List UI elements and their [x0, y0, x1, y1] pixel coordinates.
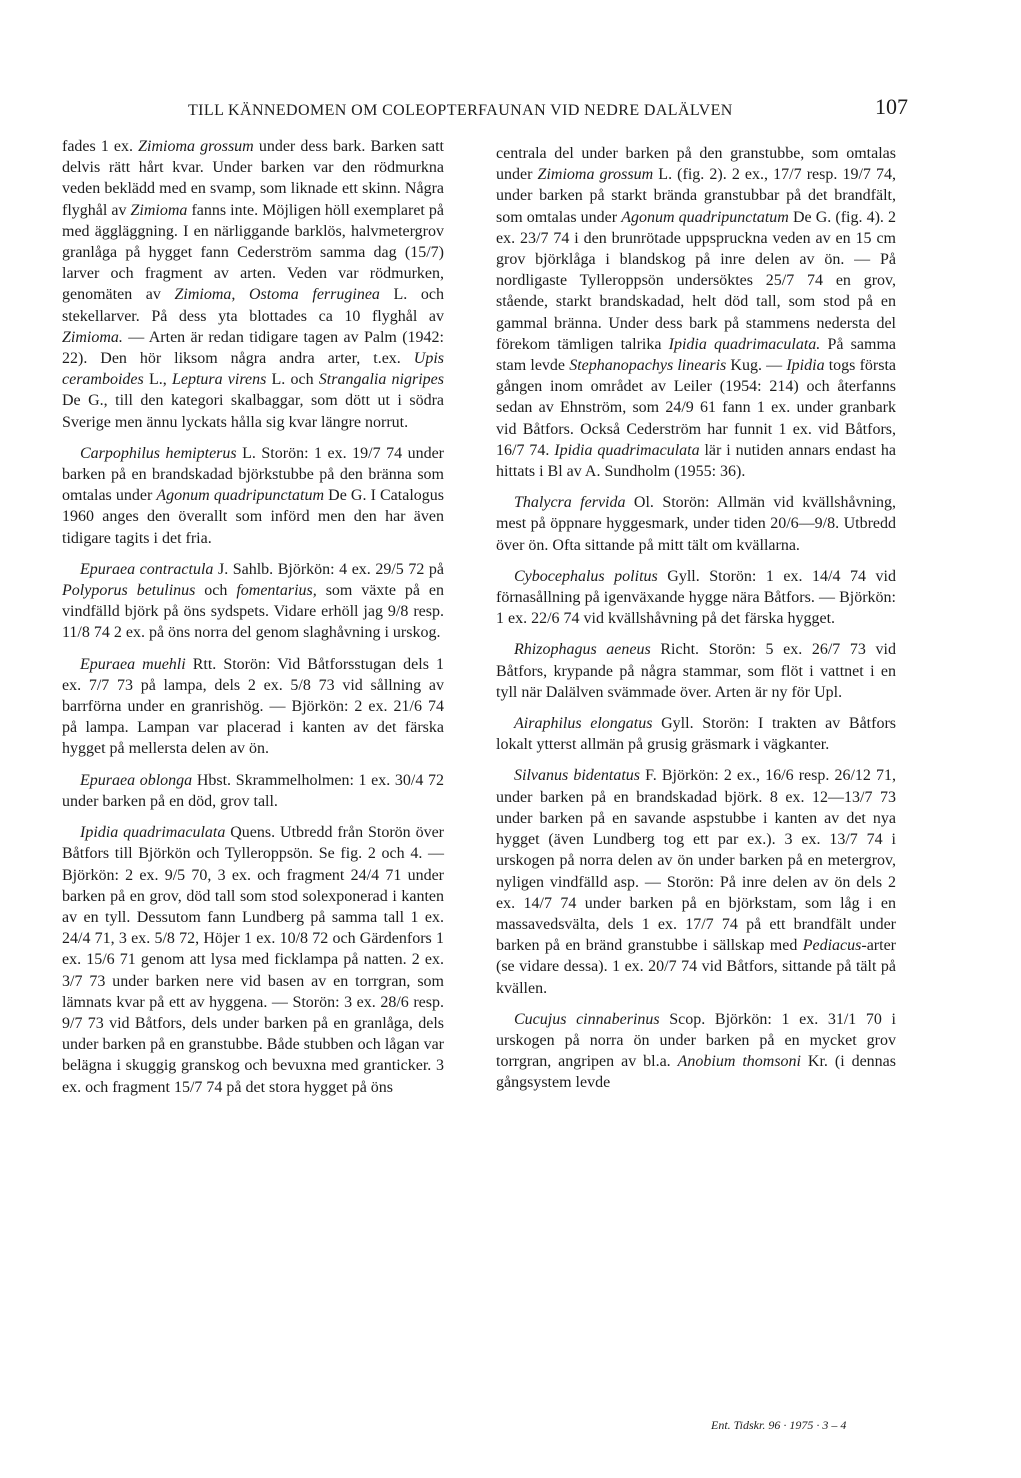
- text-run: De G. (fig. 4). 2 ex. 23/7 74 i den brunrötade uppspruckna veden av en 15 cm grov björklåga i blandskog på inre delen av ön. — På nordligaste Tylleroppsön undersöktes 25/7 74 en grov, stående, starkt brandskadad, helt död tall, som stod på en gammal bränna. Under dess bark på stammens nedersta del förekom tämligen talrika: [496, 208, 897, 353]
- species-name: Carpophilus hemipterus: [80, 444, 237, 462]
- species-name: Upis ceramboides: [62, 350, 444, 389]
- paragraph: [496, 492, 896, 556]
- species-name: Ipidia: [786, 357, 825, 375]
- paragraph: [496, 143, 896, 482]
- text-run: -arter (se vidare dessa). 1 ex. 20/7 74 vid Båtfors, sittande på tält på kvällen.: [496, 937, 896, 997]
- journal-footer: Ent. Tidskr. 96 · 1975 · 3 – 4: [711, 1418, 847, 1432]
- species-name: Stephanopachys linearis: [569, 357, 727, 375]
- text-run: Kug. —: [726, 357, 787, 375]
- species-name: Ipidia quadrimaculata: [554, 441, 700, 459]
- species-name: Ipidia quadrimaculata: [80, 824, 226, 842]
- paragraph: [496, 765, 896, 998]
- paragraph: [496, 639, 896, 703]
- species-name: Cybocephalus politus: [514, 567, 658, 585]
- paragraph: [496, 713, 896, 755]
- paragraph: [62, 770, 444, 812]
- paragraph: [62, 559, 444, 644]
- text-run: De G., till den kategori skalbaggar, som dött ut i södra Sverige men ännu lyckats hålla sig kvar längre norrut.: [62, 392, 444, 431]
- paragraph: [62, 443, 444, 549]
- species-name: Zimioma.: [62, 328, 123, 346]
- species-name: Cucujus cinnaberinus: [514, 1010, 660, 1028]
- species-name: Zimioma grossum: [138, 138, 254, 155]
- text-run: På samma stam levde: [496, 335, 896, 375]
- page-number: 107: [875, 94, 908, 119]
- running-title: TILL KÄNNEDOMEN OM COLEOPTERFAUNAN VID NEDRE DALÄLVEN: [188, 102, 733, 119]
- paragraph: [62, 654, 444, 760]
- text-run: togs första gången inom området av Leiler (1954: 214) och återfanns sedan av Ehnström, som 24/9 61 fann 1 ex. under granbark vid Båtfors. Också Cederström har funnit 1 ex. vid Båtfors, 16/7 74.: [496, 357, 897, 459]
- right-column: [496, 143, 896, 1104]
- species-name: Zimioma grossum: [537, 166, 654, 184]
- text-run: Rtt. Storön: Vid Båtforsstugan dels 1 ex. 7/7 73 på lampa, dels 2 ex. 5/8 73 vid sållning av barrförna under en granrishög. — Björkön: 2 ex. 21/6 74 på lampa. Lampan var placerad i kanten av det färska hygget på mellersta delen av ön.: [62, 655, 444, 758]
- species-name: Strangalia nigripes: [318, 371, 445, 389]
- species-name: Airaphilus elongatus: [514, 715, 653, 733]
- text-run: Quens. Utbredd från Storön över Båtfors till Björkön och Tylleroppsön. Se fig. 2 och 4. — Björkön: 2 ex. 9/5 70, 3 ex. och fragment 24/4 71 under barken på en grov, död tall som stod solexponerad i kanten av en tyll. Dessutom fann Lundberg på samma tall 1 ex. 24/4 71, 3 ex. 5/8 72, Höjer 1 ex. 10/8 72 och Gärdenfors 1 ex. 15/6 71 genom att lysa med ficklampa på natten. 2 ex. 3/7 73 under barken nere vid basen av en torrgran, som lämnats kvar på ett av hyggena. — Storön: 3 ex. 28/6 resp. 9/7 73 vid Båtfors, dels under barken på en granlåga, dels under barken på en granstubbe. Både stubben och lågan var belägna i skuggig granskog och bevuxna med granticker. 3 ex. och fragment 15/7 74 på det stora hygget på öns: [62, 824, 445, 1096]
- text-run: — Arten är redan tidigare tagen av Palm (1942: 22). Den hör liksom några andra arter, t.ex.: [62, 328, 444, 368]
- text-run: fanns inte. Möjligen höll exemplaret på med äggläggning. I en närliggande barklös, halvmetergrov granlåga på hygget fann Cederström samma dag (15/7) larver och fragment av arten. Veden var rödmurken, genomäten av: [62, 201, 445, 304]
- species-name: Agonum quadripunctatum: [621, 208, 789, 226]
- paragraph: [496, 566, 896, 630]
- text-run: L. och: [266, 371, 319, 389]
- text-run: centrala del under barken på den granstubbe, som omtalas under: [496, 145, 896, 184]
- text-run: som växte på en vindfälld björk på öns sydspets. Vidare erhöll jag 9/8 resp. 11/8 74 2 ex. på öns norra del genom slaghåvning i urskog.: [62, 582, 445, 642]
- text-run: L. och stekellarver. På dess yta blottades ca 10 flyghål av: [62, 286, 445, 325]
- species-name: Zimioma, Ostoma ferruginea: [174, 286, 380, 304]
- text-run: J. Sahlb. Björkön: 4 ex. 29/5 72 på: [213, 560, 444, 578]
- text-run: L. Storön: 1 ex. 19/7 74 under barken på en brandskadad björkstubbe på den bränna som omtalas under: [62, 444, 444, 505]
- species-name: Rhizophagus aeneus: [514, 641, 651, 659]
- species-name: Anobium thomsoni: [677, 1053, 801, 1071]
- species-name: Epuraea contractula: [80, 560, 214, 578]
- species-name: Ipidia quadrimaculata.: [668, 335, 821, 353]
- species-name: Polyporus betulinus: [62, 582, 196, 600]
- species-name: Thalycra fervida: [514, 494, 626, 512]
- species-name: Agonum quadripunctatum: [156, 487, 325, 505]
- species-name: Zimioma: [130, 201, 188, 219]
- species-name: Epuraea muehli: [80, 655, 186, 673]
- text-run: Hbst. Skrammelholmen: 1 ex. 30/4 72 under barken på en död, grov tall.: [62, 771, 444, 810]
- text-run: L.,: [143, 371, 172, 389]
- text-run: Scop. Björkön: 1 ex. 31/1 70 i urskogen på norra ön under barken på en mycket grov torrgran, angripen av bl.a.: [496, 1010, 896, 1071]
- running-header: [188, 94, 908, 124]
- text-run: Kr. (i dennas gångsystem levde: [496, 1053, 897, 1092]
- species-name: Pediacus: [802, 937, 862, 955]
- text-run: fades 1 ex.: [62, 138, 139, 155]
- species-name: Leptura virens: [171, 371, 267, 389]
- text-run: L. (fig. 2). 2 ex., 17/7 resp. 19/7 74, under barken på starkt brända granstubbar på det brandfält, som omtalas under: [496, 166, 897, 226]
- text-run: Gyll. Storön: 1 ex. 14/4 74 vid förnasållning på igenväxande hygge nära Båtfors. — Björkön: 1 ex. 22/6 74 vid kvällshåvning på det färska hygget.: [496, 567, 896, 628]
- text-run: De G. I Catalogus 1960 anges den överallt som införd men den har även tidigare tagits i det fria.: [62, 487, 445, 547]
- left-column: [62, 136, 444, 1108]
- paragraph: [62, 136, 444, 433]
- species-name: Epuraea oblonga: [80, 771, 193, 789]
- species-name: fomentarius,: [236, 582, 317, 600]
- text-run: Gyll. Storön: I trakten av Båtfors lokalt ytterst allmän på grusig gräsmark i vägkanter.: [496, 715, 896, 754]
- text-run: under dess bark. Barken satt delvis rätt hårt kvar. Under barken var den rödmurkna veden beklädd med en svamp, som liknade ett skinn. Några flyghål av: [62, 138, 444, 219]
- text-run: och: [195, 582, 237, 600]
- paragraph: [62, 822, 444, 1098]
- text-run: Richt. Storön: 5 ex. 26/7 73 vid Båtfors, krypande på några stammar, som flöt i vattnet i en tyll när Dalälven svämmade över. Arten är ny för Upl.: [496, 641, 896, 701]
- text-run: F. Björkön: 2 ex., 16/6 resp. 26/12 71, under barken på en brandskadad björk. 8 ex. 12—13/7 73 under barken på en savande aspstubbe i kanten av det nya hygget (även Lundberg tog ett par ex.). 3 ex. 13/7 74 i urskogen på norra delen av ön under barken på en metergrov, nyligen vindfälld asp. — Storön: På inre delen av ön dels 2 ex. 14/7 74 under barken på en björkstam, som låg i en massavedsvälta, dels 1 ex. 17/7 74 på ett brandfält under barken på en bränd granstubbe i sällskap med: [496, 767, 897, 955]
- paragraph: [496, 1009, 896, 1094]
- text-run: Ol. Storön: Allmän vid kvällshåvning, mest på öppnare hyggesmark, under tiden 20/6—9/8. Utbredd över ön. Ofta sittande på mitt tält om kvällarna.: [496, 494, 897, 554]
- text-run: lär i nutiden annars endast ha hittats i Bl av A. Sundholm (1955: 36).: [496, 441, 897, 481]
- species-name: Silvanus bidentatus: [514, 767, 640, 785]
